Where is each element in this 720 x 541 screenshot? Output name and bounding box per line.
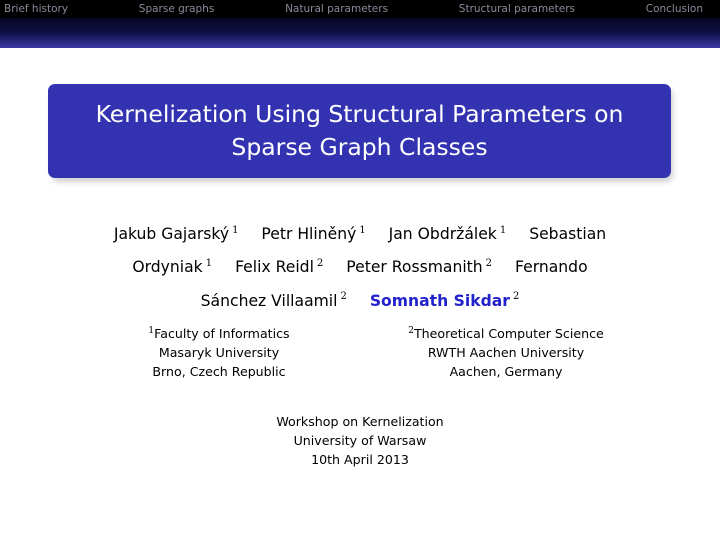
affiliation-1-line-3: Brno, Czech Republic bbox=[152, 364, 286, 380]
affiliation-1-line-1: Faculty of Informatics bbox=[154, 326, 290, 342]
event-name: Workshop on Kernelization bbox=[276, 414, 444, 429]
title-line-1: Kernelization Using Structural Parameters on bbox=[95, 100, 624, 128]
event-date: 10th April 2013 bbox=[311, 452, 409, 467]
affiliation-1 bbox=[114, 322, 324, 381]
author-sanchez-first: Fernando bbox=[515, 258, 588, 277]
author-rossmanith: Peter Rossmanith $^2$ bbox=[346, 258, 493, 277]
title-box bbox=[48, 84, 671, 178]
author-reidl: Felix Reidl $^2$ bbox=[235, 258, 324, 277]
section-navigation-bar bbox=[0, 0, 720, 18]
event-venue: University of Warsaw bbox=[293, 433, 427, 448]
author-gajarsky: Jakub Gajarský $^1$ bbox=[113, 225, 239, 244]
affiliation-2-line-3: Aachen, Germany bbox=[449, 364, 563, 380]
event-info bbox=[210, 412, 510, 469]
nav-sparse-graphs[interactable]: Sparse graphs bbox=[138, 3, 215, 15]
author-sanchez-last: Sánchez Villaamil $^2$ bbox=[200, 291, 347, 310]
nav-conclusion[interactable]: Conclusion bbox=[645, 3, 703, 15]
title-line-2: Sparse Graph Classes bbox=[231, 133, 488, 161]
affiliation-2-line-2: RWTH Aachen University bbox=[427, 345, 585, 361]
author-list bbox=[30, 216, 690, 316]
nav-structural-parameters[interactable]: Structural parameters bbox=[458, 3, 576, 15]
author-ordyniak-last: Ordyniak $^1$ bbox=[132, 258, 213, 277]
nav-brief-history[interactable]: Brief history bbox=[4, 3, 69, 15]
author-obdrzalek: Jan Obdržálek $^1$ bbox=[388, 225, 507, 244]
affiliation-2-mark: 2 bbox=[408, 326, 414, 336]
author-sikdar-presenter: Somnath Sikdar $^2$ bbox=[369, 291, 520, 310]
affiliation-2 bbox=[388, 322, 624, 381]
header-gradient-band bbox=[0, 18, 720, 48]
affiliation-2-line-1: Theoretical Computer Science bbox=[413, 326, 604, 342]
author-hlineny: Petr Hliněný $^1$ bbox=[261, 225, 366, 244]
affiliation-1-line-2: Masaryk University bbox=[158, 345, 280, 361]
affiliation-1-mark: 1 bbox=[148, 326, 155, 336]
nav-natural-parameters[interactable]: Natural parameters bbox=[285, 3, 389, 15]
author-ordyniak-first: Sebastian bbox=[529, 225, 607, 244]
